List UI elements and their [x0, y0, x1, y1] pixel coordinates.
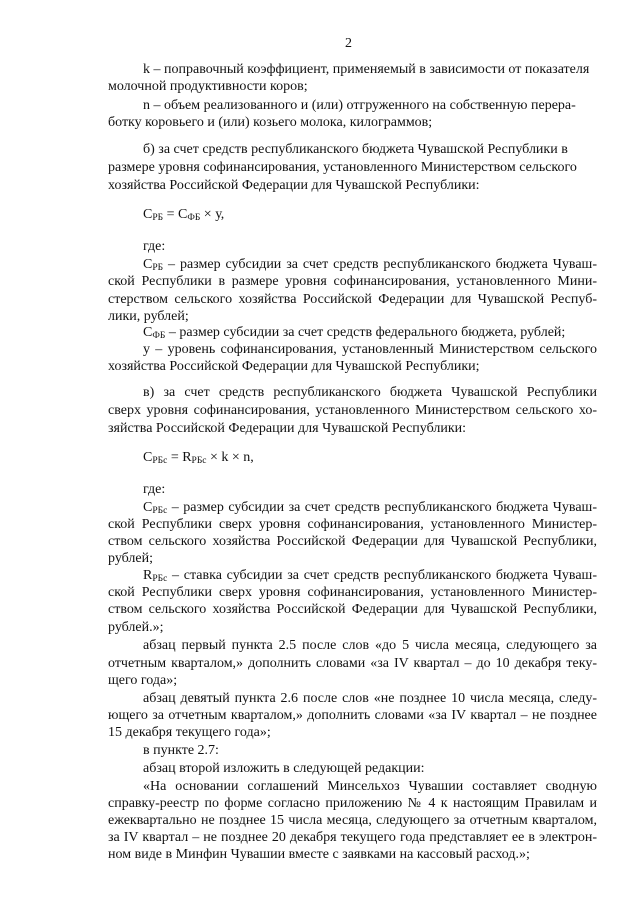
- text-line: у – уровень софинансирования, установленный Министерством сельского: [143, 342, 597, 357]
- text-line: абзац второй изложить в следующей редакции:: [143, 761, 425, 776]
- text-line: где:: [143, 239, 166, 254]
- formula-1: $С_{РБ} = С_{ФБ} \times у$,: [143, 207, 225, 223]
- text-line: ством сельского хозяйства Российской Федерации для Чувашской Республики,: [108, 534, 597, 549]
- text-line: справку-реестр по форме согласно приложению № 4 к настоящим Правилам и: [108, 796, 597, 811]
- text-line: $С_{РБс}$ – размер субсидии за счет средств республиканского бюджета Чуваш-: [143, 500, 597, 516]
- text-line: ежеквартально не позднее 15 числа месяца, следующего за отчетным кварталом,: [108, 813, 597, 828]
- text-line: абзац первый пункта 2.5 после слов «до 5 числа месяца, следующего за: [143, 638, 597, 653]
- text-line: отчетным кварталом,» дополнить словами «за IV квартал – до 10 декабря теку-: [108, 656, 597, 671]
- text-line: $R_{РБс}$ – ставка субсидии за счет средств республиканского бюджета Чуваш-: [143, 568, 597, 584]
- text-line: сверх уровня софинансирования, установленного Министерством сельского хо-: [108, 403, 597, 418]
- text-line: молочной продуктивности коров;: [108, 79, 308, 94]
- text-line: стерством сельского хозяйства Российской Федерации для Чувашской Респуб-: [108, 292, 597, 307]
- text-line: «На основании соглашений Минсельхоз Чувашии составляет сводную: [143, 779, 597, 794]
- formula-2: $С_{РБс} = R_{РБс} \times k \times n$,: [143, 450, 254, 466]
- text-line: n – объем реализованного и (или) отгруженного на собственную перера-: [143, 98, 576, 113]
- text-line: ном виде в Минфин Чувашии вместе с заявками на кассовый расход.»;: [108, 847, 530, 862]
- text-line: б) за счет средств республиканского бюджета Чувашской Республики в: [143, 142, 568, 157]
- text-line: где:: [143, 482, 166, 497]
- text-line: ством сельского хозяйства Российской Федерации для Чувашской Республики,: [108, 602, 597, 617]
- text-line: ской Республики сверх уровня софинансирования, установленного Министер-: [108, 517, 597, 532]
- text-line: хозяйства Российской Федерации для Чувашской Республики;: [108, 359, 480, 374]
- text-line: абзац девятый пункта 2.6 после слов «не позднее 10 числа месяца, следу-: [143, 691, 597, 706]
- text-line: $С_{РБ}$ – размер субсидии за счет средств республиканского бюджета Чуваш-: [143, 257, 597, 273]
- page-number: 2: [345, 36, 352, 51]
- text-line: k – поправочный коэффициент, применяемый в зависимости от показателя: [143, 62, 590, 77]
- text-line: $С_{ФБ}$ – размер субсидии за счет средств федерального бюджета, рублей;: [143, 325, 566, 341]
- text-line: размере уровня софинансирования, установленного Министерством сельского: [108, 160, 577, 175]
- text-line: ской Республики сверх уровня софинансирования, установленного Министер-: [108, 585, 597, 600]
- text-line: ской Республики в размере уровня софинансирования, установленного Мини-: [108, 274, 597, 289]
- text-line: 15 декабря текущего года»;: [108, 725, 271, 740]
- text-line: в пункте 2.7:: [143, 743, 219, 758]
- text-line: зяйства Российской Федерации для Чувашской Республики:: [108, 421, 467, 436]
- text-line: рублей;: [108, 551, 153, 566]
- text-line: за IV квартал – не позднее 20 декабря текущего года представляет ее в электрон-: [108, 830, 597, 845]
- text-line: хозяйства Российской Федерации для Чувашской Республики:: [108, 178, 480, 193]
- text-line: в) за счет средств республиканского бюджета Чувашской Республики: [143, 385, 597, 400]
- text-line: ющего за отчетным кварталом,» дополнить словами «за IV квартал – не позднее: [108, 708, 597, 723]
- text-line: рублей.»;: [108, 620, 164, 635]
- text-line: лики, рублей;: [108, 309, 189, 324]
- text-line: щего года»;: [108, 673, 178, 688]
- text-line: ботку коровьего и (или) козьего молока, килограммов;: [108, 115, 433, 130]
